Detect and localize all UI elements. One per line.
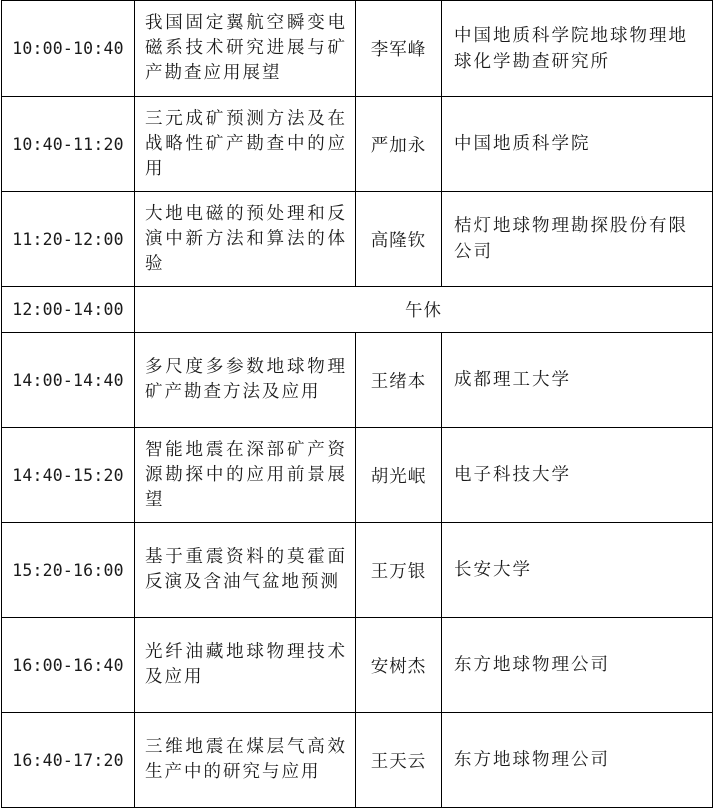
organization-cell: 中国地质科学院地球物理地球化学勘查研究所	[442, 1, 713, 97]
table-row	[2, 97, 713, 192]
time-cell: 10:00-10:40	[2, 1, 135, 97]
break-label: 午休	[135, 287, 713, 333]
organization-cell: 东方地球物理公司	[442, 713, 713, 808]
break-row	[2, 287, 713, 333]
speaker-cell: 李军峰	[356, 1, 442, 97]
speaker-cell: 王天云	[356, 713, 442, 808]
speaker-cell: 胡光岷	[356, 428, 442, 523]
time-cell: 10:40-11:20	[2, 97, 135, 192]
table-row	[2, 333, 713, 428]
organization-cell: 中国地质科学院	[442, 97, 713, 192]
speaker-cell: 严加永	[356, 97, 442, 192]
topic-cell: 三元成矿预测方法及在战略性矿产勘查中的应用	[135, 97, 356, 192]
topic-cell: 基于重震资料的莫霍面反演及含油气盆地预测	[135, 523, 356, 618]
topic-cell: 智能地震在深部矿产资源勘探中的应用前景展望	[135, 428, 356, 523]
table-row	[2, 523, 713, 618]
time-cell: 14:40-15:20	[2, 428, 135, 523]
topic-cell: 大地电磁的预处理和反演中新方法和算法的体验	[135, 192, 356, 287]
speaker-cell: 安树杰	[356, 618, 442, 713]
speaker-cell: 王绪本	[356, 333, 442, 428]
organization-cell: 成都理工大学	[442, 333, 713, 428]
time-cell: 12:00-14:00	[2, 287, 135, 333]
time-cell: 15:20-16:00	[2, 523, 135, 618]
topic-cell: 光纤油藏地球物理技术及应用	[135, 618, 356, 713]
table-row	[2, 713, 713, 808]
time-cell: 14:00-14:40	[2, 333, 135, 428]
time-cell: 11:20-12:00	[2, 192, 135, 287]
topic-cell: 三维地震在煤层气高效生产中的研究与应用	[135, 713, 356, 808]
topic-cell: 我国固定翼航空瞬变电磁系技术研究进展与矿产勘查应用展望	[135, 1, 356, 97]
speaker-cell: 王万银	[356, 523, 442, 618]
organization-cell: 桔灯地球物理勘探股份有限公司	[442, 192, 713, 287]
table-row	[2, 1, 713, 97]
organization-cell: 东方地球物理公司	[442, 618, 713, 713]
speaker-cell: 高隆钦	[356, 192, 442, 287]
time-cell: 16:00-16:40	[2, 618, 135, 713]
time-cell: 16:40-17:20	[2, 713, 135, 808]
organization-cell: 长安大学	[442, 523, 713, 618]
organization-cell: 电子科技大学	[442, 428, 713, 523]
table-row	[2, 192, 713, 287]
table-row	[2, 428, 713, 523]
table-row	[2, 618, 713, 713]
topic-cell: 多尺度多参数地球物理矿产勘查方法及应用	[135, 333, 356, 428]
schedule-table	[1, 0, 713, 808]
